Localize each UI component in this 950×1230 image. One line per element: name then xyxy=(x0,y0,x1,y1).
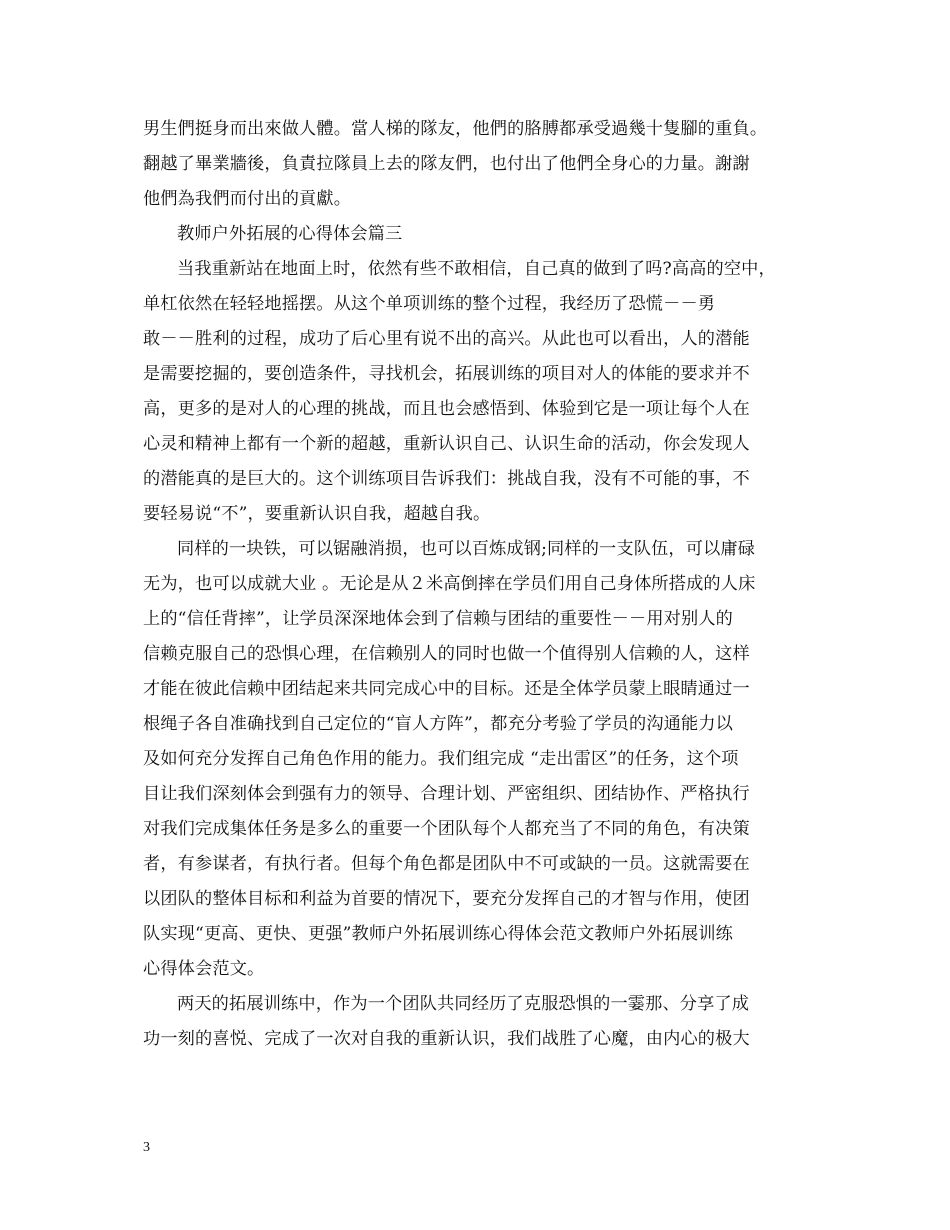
text-line: 是需要挖掘的，要创造条件，寻找机会，拓展训练的项目对人的体能的要求并不 xyxy=(143,364,750,384)
paragraph xyxy=(143,252,823,532)
text-line: 根绳子各自准确找到自己定位的“盲人方阵”，都充分考验了学员的沟通能力以 xyxy=(143,714,734,734)
text-line: 男生們挺身而出來做人體。當人梯的隊友，他們的胳膊都承受過幾十隻腳的重負。 xyxy=(143,119,768,139)
text-line: 信赖克服自己的恐惧心理，在信赖别人的同时也做一个值得别人信赖的人，这样 xyxy=(143,644,750,664)
text-line: 要轻易说“不”，要重新认识自我，超越自我。 xyxy=(143,504,491,524)
text-line: 当我重新站在地面上时，依然有些不敢相信，自己真的做到了吗?高高的空中， xyxy=(177,259,776,279)
text-line: 教师户外拓展的心得体会篇三 xyxy=(177,224,403,244)
text-line: 目让我们深刻体会到强有力的领导、合理计划、严密组织、团结协作、严格执行 xyxy=(143,784,750,804)
text-line: 心得体会范文。 xyxy=(143,959,265,979)
text-line: 才能在彼此信赖中团结起来共同完成心中的目标。还是全体学员蒙上眼睛通过一 xyxy=(143,679,750,699)
text-line: 无为，也可以成就大业 。无论是从２米高倒摔在学员们用自己身体所搭成的人床 xyxy=(143,574,756,594)
paragraph xyxy=(143,112,823,217)
text-line: 上的“信任背摔”，让学员深深地体会到了信赖与团结的重要性－－用对别人的 xyxy=(143,609,734,629)
paragraph xyxy=(143,987,823,1057)
text-line: 的潜能真的是巨大的。这个训练项目告诉我们：挑战自我，没有不可能的事，不 xyxy=(143,469,750,489)
text-line: 以团队的整体目标和利益为首要的情况下，要充分发挥自己的才智与作用，使团 xyxy=(143,889,750,909)
text-line: 翻越了畢業牆後，負責拉隊員上去的隊友們，也付出了他們全身心的力量。謝謝 xyxy=(143,154,750,174)
text-line: 他們為我們而付出的貢獻。 xyxy=(143,189,352,209)
text-line: 心灵和精神上都有一个新的超越，重新认识自己、认识生命的活动，你会发现人 xyxy=(143,434,750,454)
text-line: 及如何充分发挥自己角色作用的能力。我们组完成 “走出雷区”的任务，这个项 xyxy=(143,749,739,769)
paragraph xyxy=(143,532,823,987)
paragraph xyxy=(143,217,823,252)
text-line: 功一刻的喜悦、完成了一次对自我的重新认识，我们战胜了心魔，由内心的极大 xyxy=(143,1029,750,1049)
text-line: 对我们完成集体任务是多么的重要一个团队每个人都充当了不同的角色，有决策 xyxy=(143,819,750,839)
text-line: 同样的一块铁，可以锯融消损，也可以百炼成钢;同样的一支队伍，可以庸碌 xyxy=(177,539,756,559)
document-body xyxy=(143,112,823,1057)
text-line: 单杠依然在轻轻地摇摆。从这个单项训练的整个过程，我经历了恐慌－－勇 xyxy=(143,294,716,314)
text-line: 两天的拓展训练中，作为一个团队共同经历了克服恐惧的一霎那、分享了成 xyxy=(177,994,750,1014)
text-line: 者，有参谋者，有执行者。但每个角色都是团队中不可或缺的一员。这就需要在 xyxy=(143,854,750,874)
text-line: 敢－－胜利的过程，成功了后心里有说不出的高兴。从此也可以看出，人的潜能 xyxy=(143,329,750,349)
page-number: 3 xyxy=(143,1140,150,1155)
text-line: 队实现“更高、更快、更强”教师户外拓展训练心得体会范文教师户外拓展训练 xyxy=(143,924,734,944)
text-line: 高，更多的是对人的心理的挑战，而且也会感悟到、体验到它是一项让每个人在 xyxy=(143,399,750,419)
